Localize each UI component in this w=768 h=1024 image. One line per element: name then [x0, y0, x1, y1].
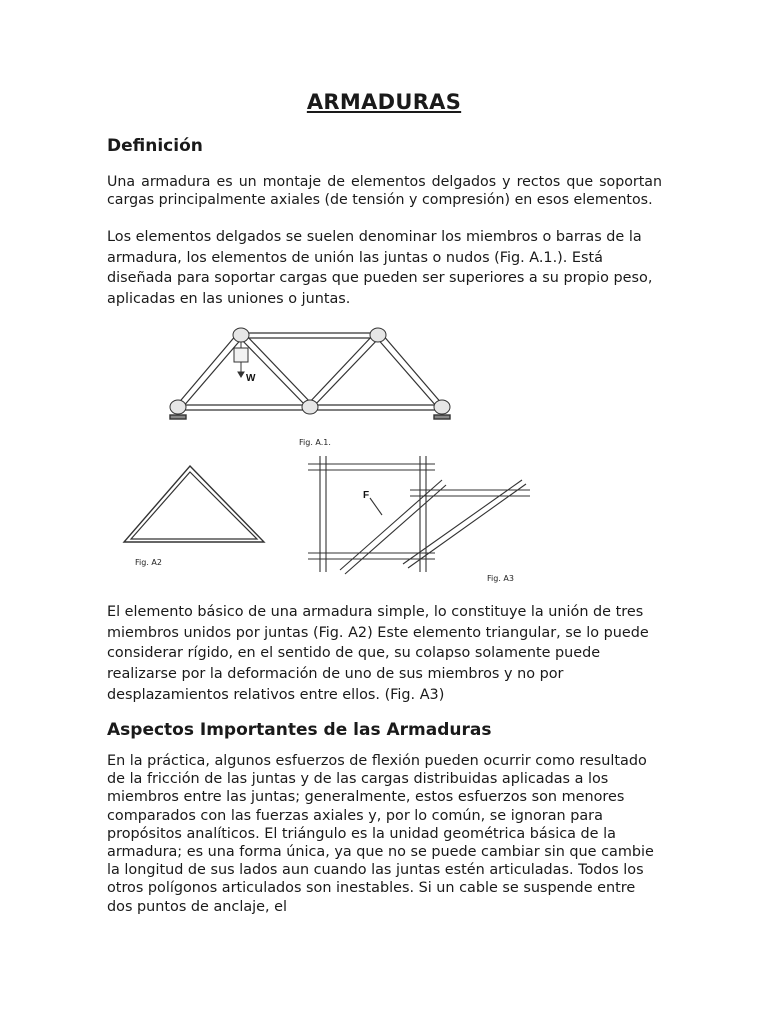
caption-fig-a2: Fig. A2 [135, 558, 162, 567]
load-weight-box [234, 348, 248, 362]
paragraph-elemento-basico: El elemento básico de una armadura simple, lo constituye la unión de tres miembros unidos por juntas (Fig. A2) Este elemento triangular, se lo puede considerar rígido, en el sentido de que, su colapso solamente puede realizarse por la deformación de uno de sus miembros y no por desplazamientos relativos entre ellos. (Fig. A3) [107, 604, 649, 703]
force-label: F [363, 490, 370, 501]
joint-bottom-center [302, 400, 318, 414]
paragraph-aspectos: En la práctica, algunos esfuerzos de flexión pueden ocurrir como resultado de la fricción de las juntas y de las cargas distribuidas aplicadas a los miembros entre las juntas; generalmente, estos esfuerzos son menores comparados con las fuerzas axiales y, por lo común, se ignoran para propósitos analíticos. El triángulo es la unidad geométrica básica de la armadura; es una forma única, ya que no se puede cambiar sin que cambie la longitud de sus lados aun cuando las juntas estén articuladas. Todos los otros polígonos articulados son inestables. Si un cable se suspende entre dos puntos de anclaje, el [107, 753, 654, 915]
caption-fig-a1: Fig. A.1. [299, 438, 331, 447]
joint-top-left [233, 328, 249, 342]
figure-a1-truss [160, 320, 460, 430]
paragraph-definicion: Una armadura es un montaje de elementos delgados y rectos que soportan cargas principalmente axiales (de tensión y compresión) en esos elementos. [107, 174, 662, 208]
section-heading-aspectos: Aspectos Importantes de las Armaduras [107, 720, 492, 740]
joint-bottom-right [434, 400, 450, 414]
joint-bottom-left [170, 400, 186, 414]
document-title: ARMADURAS [306, 90, 462, 114]
paragraph-miembros: Los elementos delgados se suelen denominar los miembros o barras de la armadura, los elementos de unión las juntas o nudos (Fig. A.1.). Está diseñada para soportar cargas que pueden ser superiores a su propio peso, aplicadas en las uniones o juntas. [107, 229, 653, 307]
figure-a3-frame [300, 452, 540, 577]
figure-a2-triangle [120, 460, 270, 550]
joint-top-right [370, 328, 386, 342]
caption-fig-a3: Fig. A3 [487, 574, 514, 583]
load-label: W [246, 373, 256, 384]
section-heading-definicion: Definición [107, 136, 203, 156]
